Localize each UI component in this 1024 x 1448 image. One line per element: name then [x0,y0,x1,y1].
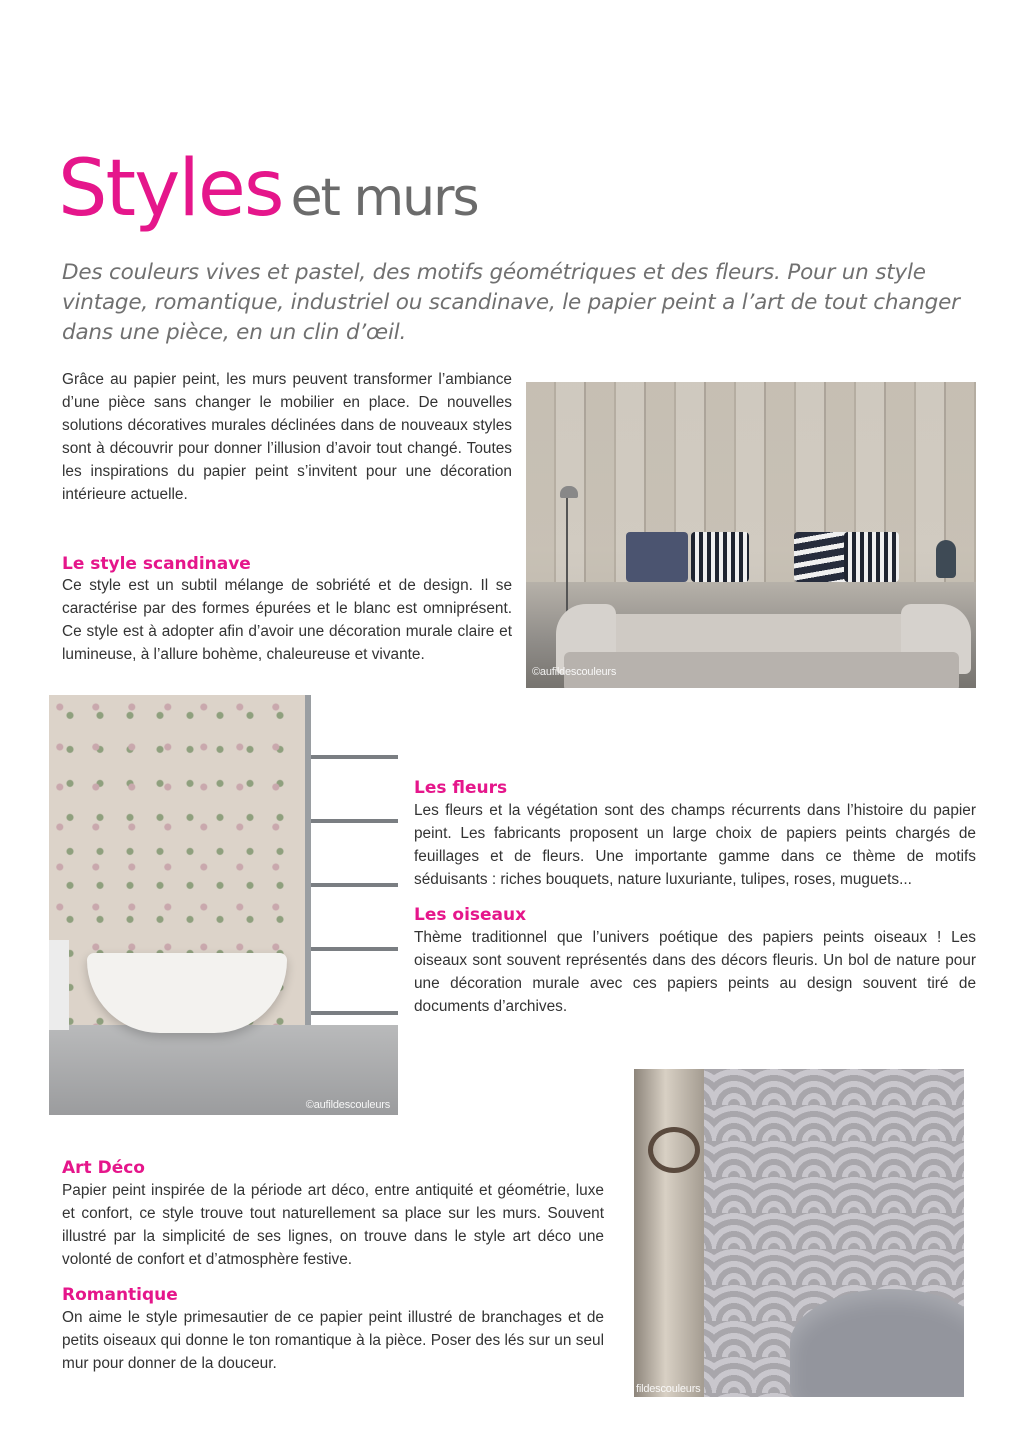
art-deco-photo [634,1069,964,1397]
title-et-murs: et murs [290,168,478,228]
sofa-back [576,614,936,654]
heading-romantique: Romantique [62,1285,178,1305]
sofa-seat [564,652,959,688]
vase [936,540,956,578]
text-scandinave: Ce style est un subtil mélange de sobriété et de design. Il se caractérise par des formes épurées et le blanc est omniprésent. Ce style est à adopter afin d’avoir une décoration murale claire et lumineuse, à l’allure bohème, chaleureuse et vivante. [62,577,512,663]
heading-fleurs: Les fleurs [414,778,508,798]
curtain-tieback [648,1127,700,1173]
window [305,695,398,1025]
page-title [58,144,478,234]
text-romantique: On aime le style primesautier de ce papier peint illustré de branchages et de petits oiseaux qui donne le ton romantique à la pièce. Poser des lés sur un seul mur pour donner de la douceur. [62,1309,604,1372]
title-styles: Styles [58,144,283,234]
scandinavian-sofa-photo [526,382,976,688]
cushion [626,532,688,582]
text-fleurs: Les fleurs et la végétation sont des champs récurrents dans l’histoire du papier peint. Les fabricants proposent un large choix de papiers peints chargés de feuillages et de fleurs. Une importante gamme dans ce thème de motifs séduisants : riches bouquets, nature luxuriante, tulipes, roses, muguets... [414,802,976,888]
photo-credit: ©aufildescouleurs [305,1099,390,1111]
text-oiseaux: Thème traditionnel que l’univers poétique des papiers peints oiseaux ! Les oiseaux sont souvent représentés dans des décors fleuris. Un bol de nature pour une décoration murale avec ces papiers peints au design souvent tiré de documents d’archives. [414,929,976,1015]
intro-lead: Des couleurs vives et pastel, des motifs géométriques et des fleurs. Pour un style vintage, romantique, industriel ou scandinave, le papier peint a l’art de tout changer dans une pièce, en un clin d’œil. [62,260,960,345]
cushion [844,532,899,582]
wall-panel [49,940,69,1030]
body-intro: Grâce au papier peint, les murs peuvent transformer l’ambiance d’une pièce sans changer le mobilier en place. De nouvelles solutions décoratives murales déclinées dans de nouveaux styles sont à découvrir pour donner l’illusion d’avoir tout changé. Toutes les inspirations du papier peint s’invitent pour une décoration intérieure actuelle. [62,371,512,503]
photo-credit: ©aufildescouleurs [532,666,617,678]
tufted-pouf [790,1289,964,1397]
text-artdeco: Papier peint inspirée de la période art déco, entre antiquité et géométrie, luxe et confort, ce style trouve tout naturellement sa place sur les murs. Souvent illustré par la simplicité de ses lignes, on trouve dans le style art déco une volonté de confort et d’atmosphère festive. [62,1182,604,1268]
wood-plank-wallpaper [526,382,976,582]
heading-artdeco: Art Déco [62,1158,145,1178]
bathroom-floral-photo [49,695,398,1115]
floor-lamp [566,492,568,622]
photo-credit: fildescouleurs [636,1383,701,1395]
cushion [691,532,749,582]
curtain [634,1069,704,1397]
bathtub [87,953,287,1033]
heading-oiseaux: Les oiseaux [414,905,527,925]
heading-scandinave: Le style scandinave [62,554,251,574]
lamp-head [560,486,578,498]
